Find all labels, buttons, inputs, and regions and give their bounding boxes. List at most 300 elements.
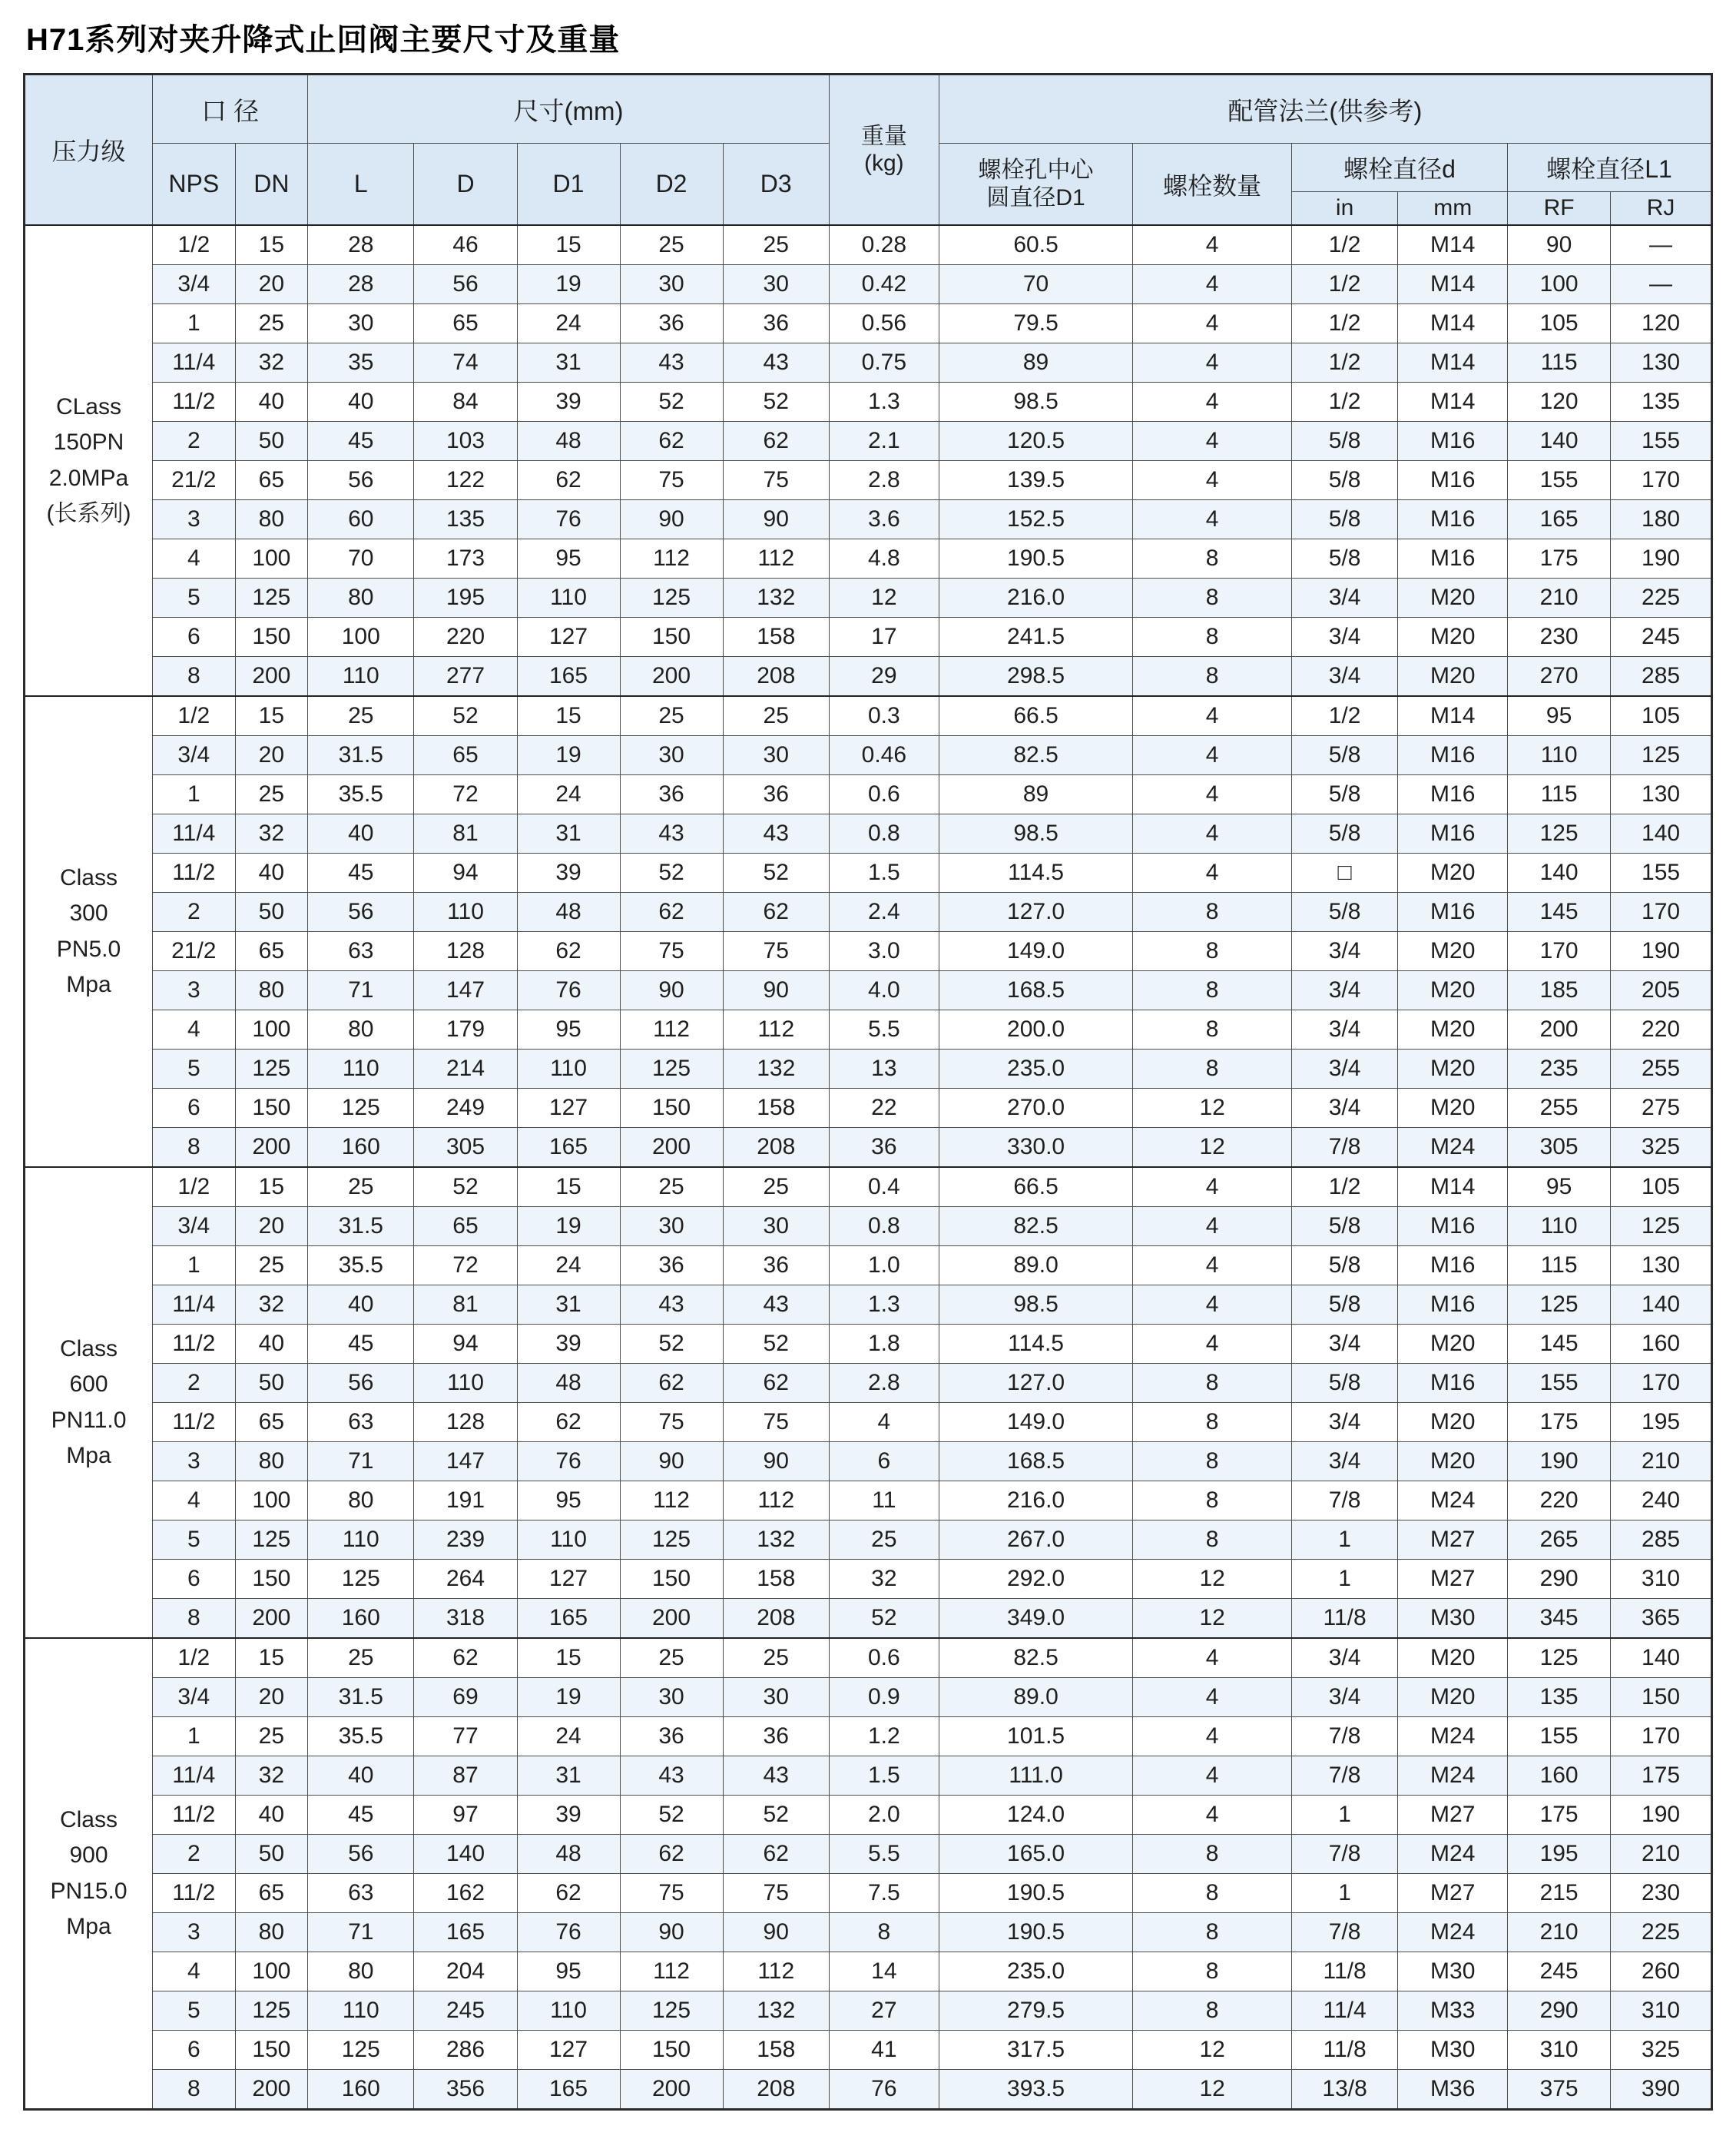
table-cell: 25 [620, 225, 723, 265]
table-cell: 4 [152, 1481, 235, 1520]
table-cell: 1.5 [829, 1756, 939, 1796]
table-cell: 95 [517, 1010, 620, 1050]
table-cell: 48 [517, 893, 620, 932]
table-cell: 239 [414, 1520, 517, 1560]
table-cell: 3/4 [152, 1207, 235, 1246]
table-cell: 155 [1611, 422, 1712, 461]
table-cell: 127.0 [939, 1364, 1133, 1403]
table-cell: M27 [1398, 1520, 1508, 1560]
table-cell: 110 [517, 1050, 620, 1089]
table-cell: 24 [517, 1717, 620, 1756]
table-cell: 1 [1291, 1560, 1397, 1599]
table-cell: 390 [1611, 2070, 1712, 2110]
table-cell: 50 [235, 1364, 307, 1403]
table-cell: M14 [1398, 265, 1508, 304]
table-cell: M30 [1398, 1599, 1508, 1639]
table-cell: 150 [235, 1560, 307, 1599]
table-cell: 4 [1133, 854, 1292, 893]
table-cell: M20 [1398, 618, 1508, 657]
table-cell: 210 [1508, 1913, 1611, 1952]
table-cell: 71 [308, 1442, 414, 1481]
table-cell: 31 [517, 814, 620, 854]
table-cell: 3/4 [1291, 1089, 1397, 1128]
table-cell: 200 [620, 1128, 723, 1168]
table-cell: 7/8 [1291, 1913, 1397, 1952]
table-cell: 110 [517, 1991, 620, 2031]
table-cell: 95 [517, 1481, 620, 1520]
table-cell: 31.5 [308, 736, 414, 775]
table-cell: 8 [1133, 1050, 1292, 1089]
table-cell: 4 [1133, 1678, 1292, 1717]
table-cell: M27 [1398, 1560, 1508, 1599]
table-cell: 125 [308, 2031, 414, 2070]
table-cell: 25 [620, 696, 723, 736]
table-cell: 220 [414, 618, 517, 657]
table-cell: 111.0 [939, 1756, 1133, 1796]
table-cell: 1 [1291, 1520, 1397, 1560]
table-cell: 82.5 [939, 1638, 1133, 1678]
table-cell: 62 [620, 1364, 723, 1403]
table-cell: 71 [308, 971, 414, 1010]
table-cell: 170 [1611, 461, 1712, 500]
table-cell: 4 [152, 539, 235, 579]
table-cell: 11/8 [1291, 1952, 1397, 1991]
table-cell: 65 [235, 932, 307, 971]
table-cell: 39 [517, 854, 620, 893]
table-cell: 0.6 [829, 775, 939, 814]
table-cell: 8 [1133, 1520, 1292, 1560]
table-cell: 0.42 [829, 265, 939, 304]
table-cell: 45 [308, 1325, 414, 1364]
table-cell: 110 [1508, 736, 1611, 775]
table-cell: 190 [1508, 1442, 1611, 1481]
table-cell: 5/8 [1291, 814, 1397, 854]
table-cell: 11/8 [1291, 2031, 1397, 2070]
table-cell: 200 [620, 2070, 723, 2110]
table-cell: 65 [235, 1403, 307, 1442]
header-dim-d1: D1 [517, 144, 620, 226]
table-cell: 30 [723, 265, 829, 304]
table-cell: 8 [1133, 579, 1292, 618]
table-cell: 112 [723, 539, 829, 579]
table-cell: 100 [235, 1952, 307, 1991]
table-cell: 36 [723, 304, 829, 343]
table-cell: 349.0 [939, 1599, 1133, 1639]
table-cell: M24 [1398, 1913, 1508, 1952]
table-cell: 155 [1508, 461, 1611, 500]
table-cell: 11/4 [152, 343, 235, 383]
table-cell: 132 [723, 1050, 829, 1089]
table-cell: 72 [414, 775, 517, 814]
table-cell: 125 [235, 1520, 307, 1560]
table-cell: 1 [152, 1717, 235, 1756]
table-cell: 15 [235, 225, 307, 265]
table-cell: 208 [723, 657, 829, 697]
table-cell: 110 [308, 657, 414, 697]
table-cell: 66.5 [939, 696, 1133, 736]
table-cell: 8 [1133, 539, 1292, 579]
table-cell: 140 [1611, 1638, 1712, 1678]
table-row [25, 1325, 1712, 1364]
table-cell: 56 [308, 1835, 414, 1874]
table-cell: 7/8 [1291, 1481, 1397, 1520]
table-cell: 173 [414, 539, 517, 579]
table-cell: 158 [723, 2031, 829, 2070]
table-cell: 245 [1611, 618, 1712, 657]
table-cell: 7/8 [1291, 1128, 1397, 1168]
table-cell: 4 [1133, 422, 1292, 461]
table-cell: 30 [620, 736, 723, 775]
table-cell: 330.0 [939, 1128, 1133, 1168]
table-cell: 20 [235, 1207, 307, 1246]
table-cell: 185 [1508, 971, 1611, 1010]
table-cell: 152.5 [939, 500, 1133, 539]
table-cell: M24 [1398, 1835, 1508, 1874]
table-cell: 200 [620, 657, 723, 697]
table-cell: 8 [1133, 1010, 1292, 1050]
table-cell: 125 [308, 1089, 414, 1128]
table-cell: 25 [308, 1638, 414, 1678]
header-bolt-circle-line1: 螺栓孔中心 [978, 158, 1094, 184]
table-cell: 265 [1508, 1520, 1611, 1560]
table-cell: 62 [723, 1364, 829, 1403]
table-cell: 4 [1133, 343, 1292, 383]
table-cell: 45 [308, 422, 414, 461]
table-cell: 125 [235, 579, 307, 618]
header-bolt-circle-d1 [939, 144, 1133, 226]
table-row [25, 775, 1712, 814]
table-cell: 127 [517, 1560, 620, 1599]
table-cell: M16 [1398, 1364, 1508, 1403]
table-cell: 30 [620, 265, 723, 304]
table-cell: M16 [1398, 1246, 1508, 1285]
table-cell: — [1611, 225, 1712, 265]
table-cell: 25 [829, 1520, 939, 1560]
table-cell: 4 [1133, 1796, 1292, 1835]
table-cell: 8 [152, 1599, 235, 1639]
table-row [25, 814, 1712, 854]
table-cell: 12 [1133, 2070, 1292, 2110]
table-cell: 15 [517, 696, 620, 736]
table-cell: 147 [414, 1442, 517, 1481]
table-cell: 45 [308, 854, 414, 893]
table-cell: 74 [414, 343, 517, 383]
table-row [25, 383, 1712, 422]
table-cell: 112 [620, 1481, 723, 1520]
table-cell: 12 [1133, 1560, 1292, 1599]
table-row [25, 304, 1712, 343]
table-cell: 25 [723, 225, 829, 265]
table-cell: 7/8 [1291, 1717, 1397, 1756]
table-cell: 160 [1611, 1325, 1712, 1364]
table-cell: 1/2 [152, 1638, 235, 1678]
header-unit-mm: mm [1398, 192, 1508, 226]
table-cell: 124.0 [939, 1796, 1133, 1835]
table-cell: 1.5 [829, 854, 939, 893]
table-cell: 3/4 [1291, 971, 1397, 1010]
table-cell: 3/4 [1291, 1678, 1397, 1717]
table-row [25, 1835, 1712, 1874]
table-cell: 125 [1508, 1638, 1611, 1678]
table-cell: 20 [235, 1678, 307, 1717]
table-cell: 220 [1611, 1010, 1712, 1050]
table-cell: 1/2 [152, 1167, 235, 1207]
table-cell: 80 [308, 1952, 414, 1991]
table-cell: 4 [1133, 1167, 1292, 1207]
table-cell: M27 [1398, 1796, 1508, 1835]
table-cell: 150 [235, 618, 307, 657]
table-cell: 150 [235, 2031, 307, 2070]
table-cell: 40 [308, 383, 414, 422]
header-bolt-diameter-d: 螺栓直径d [1291, 144, 1507, 192]
table-cell: 205 [1611, 971, 1712, 1010]
table-cell: 8 [829, 1913, 939, 1952]
table-cell: 62 [620, 1835, 723, 1874]
table-cell: 65 [414, 736, 517, 775]
table-row [25, 932, 1712, 971]
table-cell: 36 [723, 775, 829, 814]
table-cell: 25 [620, 1167, 723, 1207]
table-cell: 35.5 [308, 775, 414, 814]
table-cell: 255 [1508, 1089, 1611, 1128]
header-nps: NPS [152, 144, 235, 226]
table-cell: 6 [152, 618, 235, 657]
table-cell: 5/8 [1291, 461, 1397, 500]
table-cell: 80 [308, 579, 414, 618]
table-cell: M16 [1398, 893, 1508, 932]
table-cell: 13/8 [1291, 2070, 1397, 2110]
table-cell: 286 [414, 2031, 517, 2070]
header-diameter: 口 径 [152, 75, 307, 144]
table-cell: 149.0 [939, 932, 1133, 971]
table-cell: 56 [308, 461, 414, 500]
table-cell: 200 [235, 1599, 307, 1639]
table-cell: M20 [1398, 657, 1508, 697]
table-cell: 0.9 [829, 1678, 939, 1717]
table-cell: 30 [620, 1207, 723, 1246]
table-cell: 62 [723, 1835, 829, 1874]
table-cell: 8 [1133, 657, 1292, 697]
table-cell: 1/2 [1291, 265, 1397, 304]
table-cell: 145 [1508, 1325, 1611, 1364]
table-cell: 62 [620, 422, 723, 461]
table-cell: 200 [1508, 1010, 1611, 1050]
table-cell: 112 [723, 1481, 829, 1520]
table-cell: 110 [517, 579, 620, 618]
table-cell: 120.5 [939, 422, 1133, 461]
table-cell: 76 [517, 500, 620, 539]
table-cell: 52 [723, 1796, 829, 1835]
table-cell: M33 [1398, 1991, 1508, 2031]
table-cell: 155 [1508, 1364, 1611, 1403]
table-cell: 165 [517, 1599, 620, 1639]
table-cell: 214 [414, 1050, 517, 1089]
table-cell: 310 [1611, 1560, 1712, 1599]
table-cell: 30 [723, 1678, 829, 1717]
table-cell: 40 [308, 1285, 414, 1325]
table-cell: 2.0 [829, 1796, 939, 1835]
valve-dimensions-table [23, 73, 1713, 2111]
table-cell: 0.8 [829, 814, 939, 854]
table-cell: 90 [723, 1913, 829, 1952]
table-cell: 150 [1611, 1678, 1712, 1717]
table-cell: 14 [829, 1952, 939, 1991]
table-cell: 48 [517, 1835, 620, 1874]
header-dim-d: D [414, 144, 517, 226]
table-cell: 5/8 [1291, 893, 1397, 932]
table-cell: 43 [723, 1756, 829, 1796]
table-cell: 175 [1611, 1756, 1712, 1796]
table-cell: 3 [152, 971, 235, 1010]
table-cell: 150 [620, 1560, 723, 1599]
table-cell: 36 [620, 1246, 723, 1285]
table-cell: 95 [517, 1952, 620, 1991]
table-cell: 8 [1133, 1403, 1292, 1442]
table-cell: 3/4 [1291, 1403, 1397, 1442]
table-cell: 76 [517, 971, 620, 1010]
table-cell: 12 [1133, 1599, 1292, 1639]
table-cell: 120 [1508, 383, 1611, 422]
table-row [25, 1520, 1712, 1560]
table-cell: 165 [1508, 500, 1611, 539]
table-cell: 170 [1508, 932, 1611, 971]
table-cell: 81 [414, 1285, 517, 1325]
table-cell: 132 [723, 579, 829, 618]
table-cell: 75 [620, 1874, 723, 1913]
table-cell: 4 [1133, 265, 1292, 304]
table-cell: 125 [235, 1991, 307, 2031]
table-cell: 90 [723, 500, 829, 539]
table-cell: 4 [829, 1403, 939, 1442]
table-cell: 32 [235, 1285, 307, 1325]
header-bolt-circle-line2: 圆直径D1 [986, 184, 1085, 211]
table-cell: 127 [517, 1089, 620, 1128]
table-cell: M16 [1398, 736, 1508, 775]
table-cell: 36 [829, 1128, 939, 1168]
header-dim-l: L [308, 144, 414, 226]
table-cell: 1.2 [829, 1717, 939, 1756]
table-cell: M14 [1398, 383, 1508, 422]
table-cell: 8 [1133, 971, 1292, 1010]
table-cell: 75 [723, 1874, 829, 1913]
table-cell: 50 [235, 893, 307, 932]
table-cell: 4 [1133, 1285, 1292, 1325]
table-cell: 32 [235, 1756, 307, 1796]
table-cell: 305 [414, 1128, 517, 1168]
table-cell: 2.4 [829, 893, 939, 932]
table-cell: 3/4 [152, 265, 235, 304]
table-cell: 90 [620, 1913, 723, 1952]
table-cell: 0.6 [829, 1638, 939, 1678]
table-cell: 8 [152, 657, 235, 697]
table-cell: 208 [723, 2070, 829, 2110]
table-cell: 8 [1133, 893, 1292, 932]
table-cell: 4 [1133, 225, 1292, 265]
pressure-class-label: CLass 150PN 2.0MPa (长系列) [25, 225, 153, 696]
table-cell: 1/2 [152, 696, 235, 736]
table-cell: 40 [308, 814, 414, 854]
table-cell: 216.0 [939, 1481, 1133, 1520]
table-cell: 7/8 [1291, 1756, 1397, 1796]
table-cell: 1 [152, 304, 235, 343]
page-title: H71系列对夹升降式止回阀主要尺寸及重量 [26, 23, 621, 57]
table-cell: M16 [1398, 500, 1508, 539]
table-cell: 19 [517, 265, 620, 304]
table-cell: 62 [414, 1638, 517, 1678]
table-cell: M20 [1398, 854, 1508, 893]
table-cell: 5.5 [829, 1835, 939, 1874]
table-cell: 5 [152, 1520, 235, 1560]
table-cell: 1/2 [1291, 383, 1397, 422]
table-cell: 11/2 [152, 854, 235, 893]
table-cell: 76 [829, 2070, 939, 2110]
table-cell: M20 [1398, 1638, 1508, 1678]
table-cell: 40 [235, 383, 307, 422]
table-cell: 90 [620, 971, 723, 1010]
table-cell: 101.5 [939, 1717, 1133, 1756]
table-cell: 125 [1611, 1207, 1712, 1246]
table-cell: 1 [1291, 1796, 1397, 1835]
table-row [25, 736, 1712, 775]
table-row [25, 1560, 1712, 1599]
table-row [25, 579, 1712, 618]
table-row [25, 2070, 1712, 2110]
table-cell: 112 [620, 1010, 723, 1050]
table-cell: 8 [1133, 1364, 1292, 1403]
table-cell: 298.5 [939, 657, 1133, 697]
table-cell: 190 [1611, 932, 1712, 971]
header-bolt-diameter-l1: 螺栓直径L1 [1508, 144, 1712, 192]
table-cell: 110 [1508, 1207, 1611, 1246]
table-cell: 127 [517, 618, 620, 657]
table-row [25, 893, 1712, 932]
table-cell: 36 [723, 1717, 829, 1756]
table-cell: 89 [939, 775, 1133, 814]
table-cell: 70 [939, 265, 1133, 304]
table-cell: 200 [235, 2070, 307, 2110]
table-cell: 1/2 [1291, 304, 1397, 343]
table-cell: 52 [723, 383, 829, 422]
header-pressure-class: 压力级 [25, 75, 153, 226]
table-cell: 140 [1508, 854, 1611, 893]
table-cell: 31.5 [308, 1207, 414, 1246]
table-cell: 25 [723, 1167, 829, 1207]
table-cell: 31 [517, 1285, 620, 1325]
table-cell: 235 [1508, 1050, 1611, 1089]
table-cell: 285 [1611, 657, 1712, 697]
table-row [25, 971, 1712, 1010]
table-cell: 3/4 [1291, 1010, 1397, 1050]
table-cell: 165 [414, 1913, 517, 1952]
table-cell: 40 [235, 854, 307, 893]
table-cell: 125 [620, 1991, 723, 2031]
table-cell: 195 [414, 579, 517, 618]
table-cell: 11/4 [152, 814, 235, 854]
table-cell: 81 [414, 814, 517, 854]
table-cell: 140 [414, 1835, 517, 1874]
table-cell: 65 [414, 1207, 517, 1246]
table-cell: 267.0 [939, 1520, 1133, 1560]
table-cell: M27 [1398, 1874, 1508, 1913]
table-cell: 105 [1611, 696, 1712, 736]
table-cell: 39 [517, 1325, 620, 1364]
table-cell: 36 [620, 304, 723, 343]
table-cell: 4.8 [829, 539, 939, 579]
table-cell: 5.5 [829, 1010, 939, 1050]
table-cell: 43 [723, 343, 829, 383]
header-weight-line2: (kg) [864, 151, 904, 176]
table-cell: 139.5 [939, 461, 1133, 500]
